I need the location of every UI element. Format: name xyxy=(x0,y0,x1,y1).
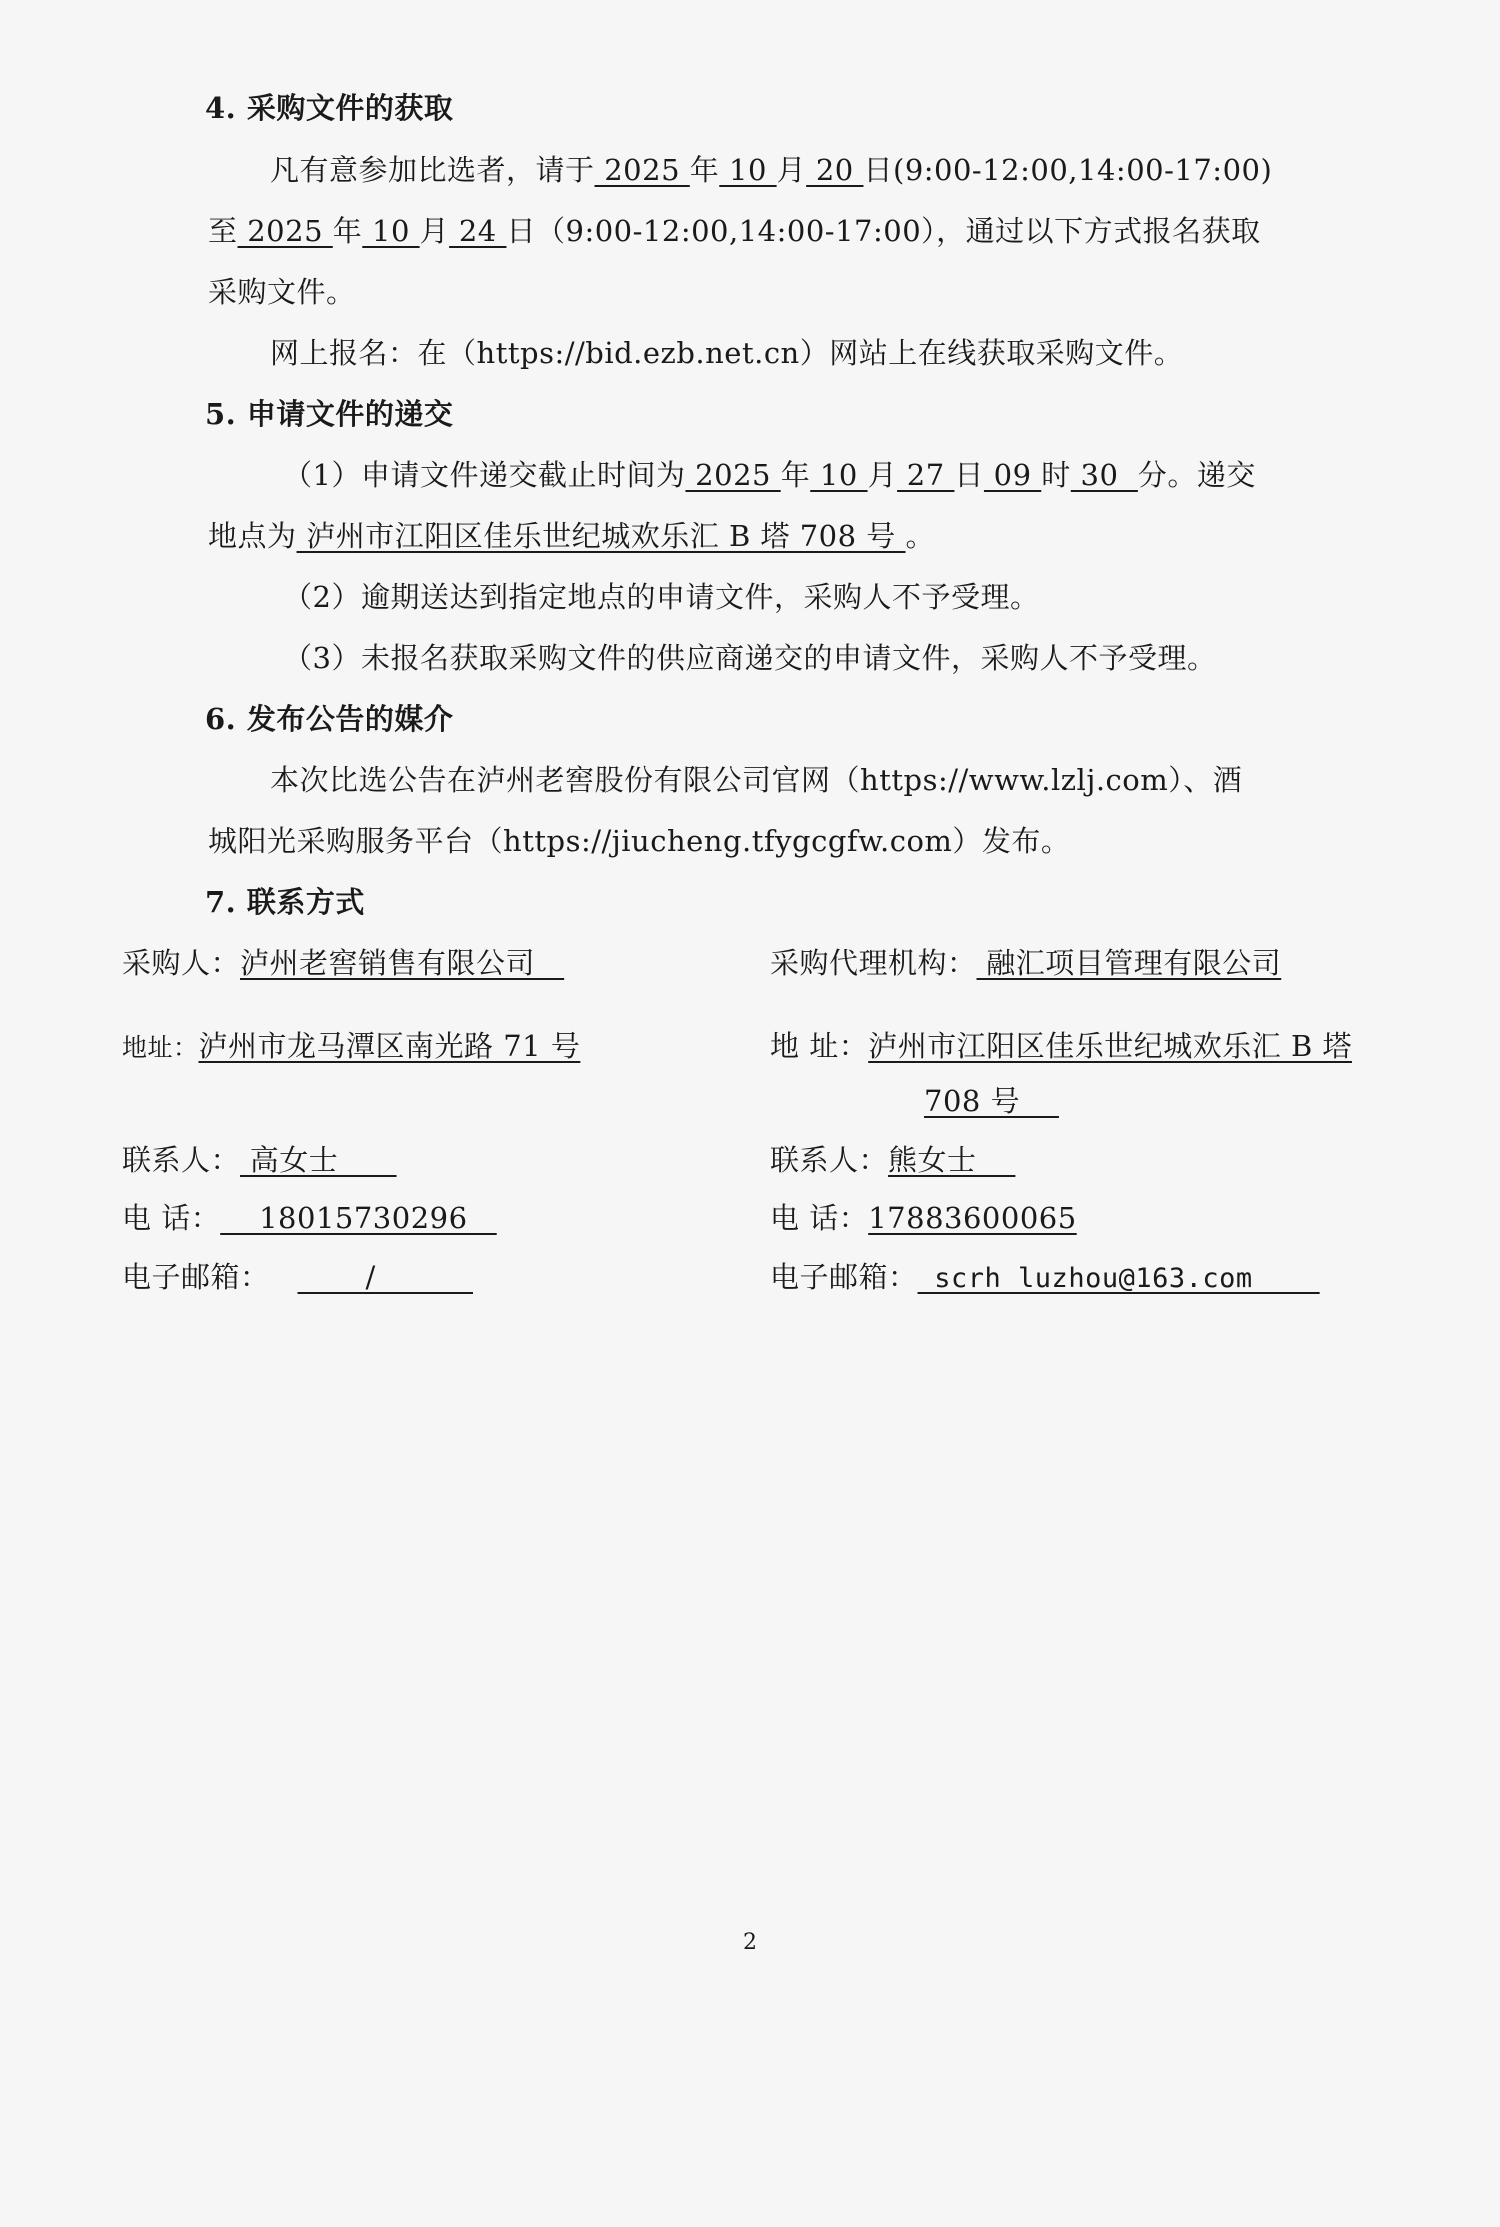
section-4-online: 网上报名：在（https://bid.ezb.net.cn）网站上在线获取采购文件。 xyxy=(270,336,1184,370)
section-6-heading: 6. 发布公告的媒介 xyxy=(205,702,454,736)
jiucheng-link[interactable]: https://jiucheng.tfygcgfw.com xyxy=(503,824,953,858)
section-5-item1-line2: 地点为 泸州市江阳区佳乐世纪城欢乐汇 B 塔 708 号 。 xyxy=(208,519,936,553)
buyer-contact-row: 联系人： 高女士 xyxy=(122,1143,397,1177)
lzlj-link[interactable]: https://www.lzlj.com xyxy=(860,763,1169,797)
agent-row: 采购代理机构： 融汇项目管理有限公司 xyxy=(770,946,1282,980)
buyer-tel-row: 电 话： 18015730296 xyxy=(122,1201,497,1235)
section-6-line1: 本次比选公告在泸州老窖股份有限公司官网（https://www.lzlj.com）、酒 xyxy=(270,763,1243,797)
section-4-heading: 4. 采购文件的获取 xyxy=(205,91,454,125)
section-5-item2: （2）逾期送达到指定地点的申请文件，采购人不予受理。 xyxy=(283,580,1040,614)
agent-email-link[interactable]: scrh luzhou@163.com xyxy=(917,1263,1320,1294)
buyer-address-row: 地址：泸州市龙马潭区南光路 71 号 xyxy=(122,1029,581,1063)
page-number: 2 xyxy=(743,1930,757,1955)
agent-contact-row: 联系人：熊女士 xyxy=(770,1143,1016,1177)
agent-tel-row: 电 话：17883600065 xyxy=(770,1201,1077,1235)
section-4-para1-line1: 凡有意参加比选者，请于 2025 年 10 月 20 日(9:00-12:00,14:00-17:00) xyxy=(270,153,1273,187)
buyer-row: 采购人：泸州老窖销售有限公司 xyxy=(122,946,565,980)
section-4-para1-line3: 采购文件。 xyxy=(208,275,356,309)
agent-email-row: 电子邮箱： scrh luzhou@163.com xyxy=(770,1260,1320,1294)
section-4-para1-line2: 至 2025 年 10 月 24 日（9:00-12:00,14:00-17:00），通过以下方式报名获取 xyxy=(208,214,1261,248)
online-registration-link[interactable]: https://bid.ezb.net.cn xyxy=(476,336,800,370)
section-5-item3: （3）未报名获取采购文件的供应商递交的申请文件，采购人不予受理。 xyxy=(283,641,1217,675)
section-6-line2: 城阳光采购服务平台（https://jiucheng.tfygcgfw.com）发布。 xyxy=(208,824,1071,858)
agent-address-row: 地 址：泸州市江阳区佳乐世纪城欢乐汇 B 塔 xyxy=(770,1029,1352,1063)
agent-address-row2: 708 号 xyxy=(924,1084,1059,1118)
section-5-heading: 5. 申请文件的递交 xyxy=(205,397,454,431)
section-5-item1-line1: （1）申请文件递交截止时间为 2025 年 10 月 27 日 09 时 30 分。递交 xyxy=(283,458,1256,492)
buyer-email-row: 电子邮箱： / xyxy=(122,1260,473,1294)
section-7-heading: 7. 联系方式 xyxy=(205,885,365,919)
